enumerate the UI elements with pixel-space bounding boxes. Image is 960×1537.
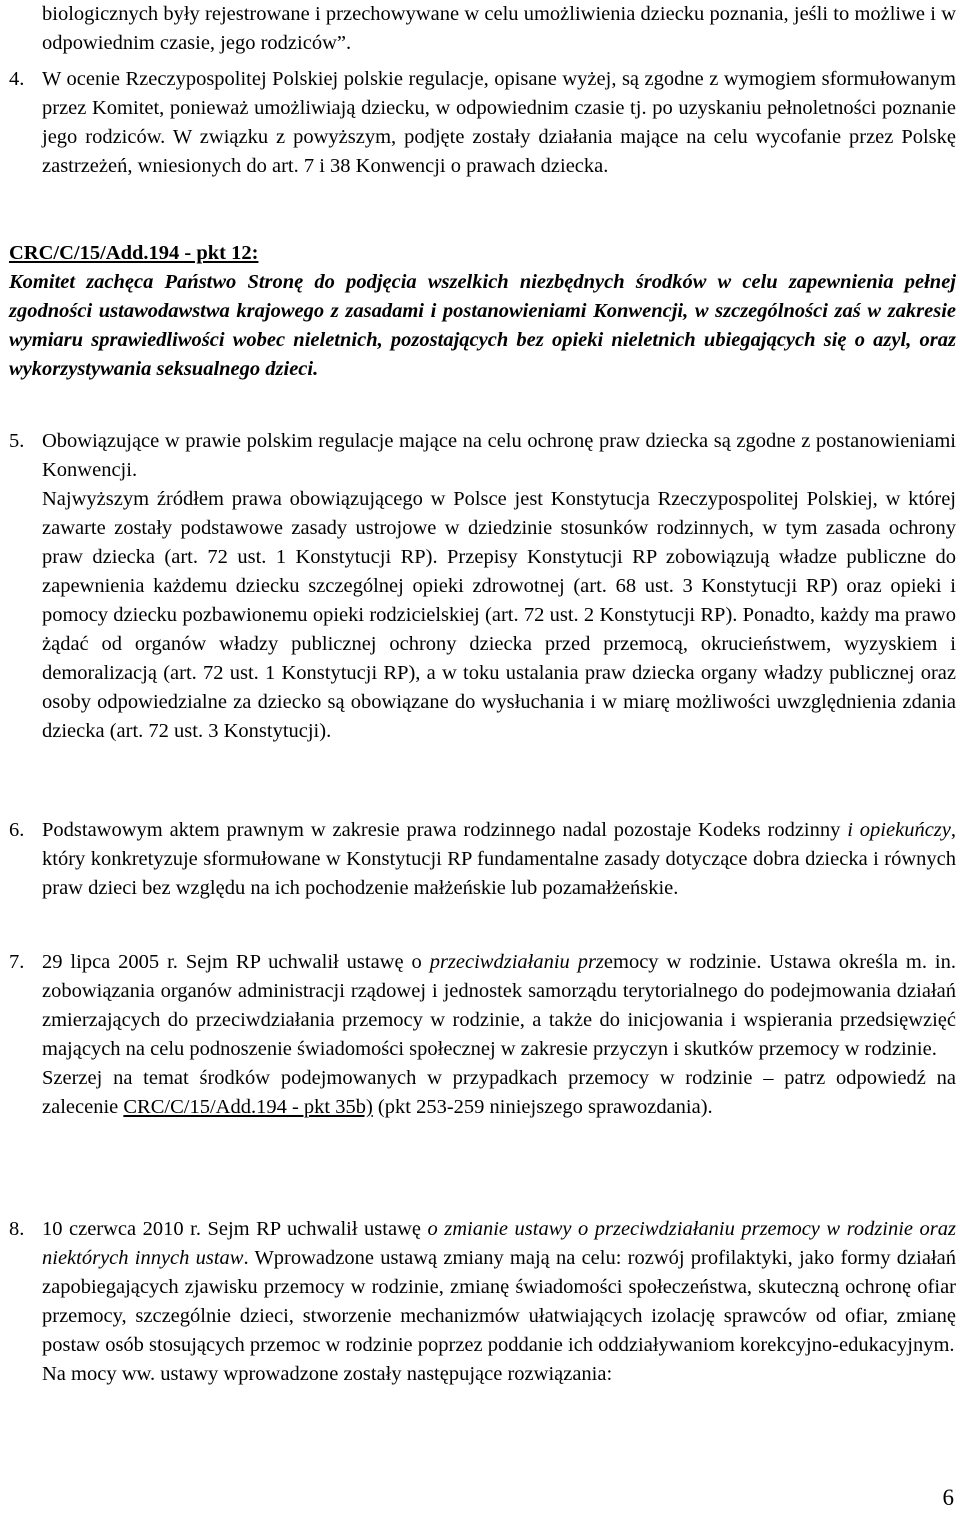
item-4 [9, 65, 956, 181]
page-number: 6 [942, 1485, 954, 1510]
crc-block [9, 239, 956, 384]
item-8-continuation: Na mocy ww. ustawy wprowadzone zostały następujące rozwiązania: [42, 1363, 613, 1385]
item-6-number: 6. [9, 819, 25, 841]
committee-recommendation: Komitet zachęca Państwo Stronę do podjęcia wszelkich niezbędnych środków w celu zapewnienia pełnej zgodności ustawodawstwa krajowego z zasadami i postanowieniami Konwencji, w szczególności zaś w zakresie wymiaru sprawiedliwości wobec nieletnich, pozostających bez opieki nieletnich ubiegających się o azyl, oraz wykorzystywania seksualnego dzieci. [9, 271, 956, 380]
item-6-italic: i opiekuńczy [847, 819, 951, 841]
item-8-number: 8. [9, 1218, 25, 1240]
item-8-text: 10 czerwca 2010 r. Sejm RP uchwalił ustawę o zmianie ustawy o przeciwdziałaniu przemocy w rodzinie oraz niektórych innych ustaw. Wprowadzone ustawą zmiany mają na celu: rozwój profilaktyki, jako formy działań zapobiegających zjawisku przemocy w rodzinie, zmianę świadomości społeczeństwa, skuteczną ochronę ofiar przemocy, szczególnie dzieci, stworzenie mechanizmów ułatwiających izolację sprawców od ofiar, zmianę postaw osób stosujących przemoc w rodzinie poprzez poddanie ich oddziaływaniom korekcyjno-edukacyjnym. [42, 1218, 956, 1356]
item-5 [9, 427, 956, 746]
intro-text: biologicznych były rejestrowane i przechowywane w celu umożliwienia dziecku poznania, jeśli to możliwe i w odpowiednim czasie, jego rodziców”. [42, 3, 956, 54]
crc-link[interactable]: CRC/C/15/Add.194 - pkt 35b) [123, 1096, 373, 1118]
intro-paragraph [9, 0, 956, 58]
item-5-continuation: Najwyższym źródłem prawa obowiązującego w Polsce jest Konstytucja Rzeczypospolitej Polskiej, w której zawarte zostały podstawowe zasady ustrojowe w dziedzinie stosunków rodzinnych, w tym zasada ochrony praw dziecka (art. 72 ust. 1 Konstytucji RP). Przepisy Konstytucji RP zobowiązują władze publiczne do zapewnienia każdemu dziecku szczególnej opieki zdrowotnej (art. 68 ust. 3 Konstytucji RP) oraz opieki i pomocy dziecku pozbawionemu opieki rodzicielskiej (art. 72 ust. 2 Konstytucji RP). Ponadto, każdy ma prawo żądać od organów władzy publicznej ochrony dziecka przed przemocą, okrucieństwem, wyzyskiem i demoralizacją (art. 72 ust. 1 Konstytucji RP), a w toku ustalania praw dziecka organy władzy publicznej oraz osoby odpowiedzialne za dziecko są obowiązane do wysłuchania i w miarę możliwości uwzględnienia zdania dziecka (art. 72 ust. 3 Konstytucji). [42, 488, 956, 742]
item-6 [9, 816, 956, 903]
item-6-text: Podstawowym aktem prawnym w zakresie prawa rodzinnego nadal pozostaje Kodeks rodzinny i opiekuńczy, który konkretyzuje sformułowane w Konstytucji RP fundamentalne zasady dotyczące dobra dziecka i równych praw dzieci bez względu na ich pochodzenie małżeńskie lub pozamałżeńskie. [42, 819, 956, 899]
item-8 [9, 1215, 956, 1389]
item-5-number: 5. [9, 430, 25, 452]
item-8-italic: o zmianie ustawy o przeciwdziałaniu przemocy w rodzinie oraz niektórych innych ustaw [42, 1218, 956, 1269]
item-4-number: 4. [9, 68, 25, 90]
item-7 [9, 948, 956, 1122]
item-7-italic: przeciwdziałaniu prz [429, 951, 604, 973]
item-7-number: 7. [9, 951, 25, 973]
item-5-text: Obowiązujące w prawie polskim regulacje mające na celu ochronę praw dziecka są zgodne z postanowieniami Konwencji. [42, 430, 956, 481]
item-7-text: 29 lipca 2005 r. Sejm RP uchwalił ustawę o przeciwdziałaniu przemocy w rodzinie. Ustawa określa m. in. zobowiązania organów administracji rządowej i jednostek samorządu terytorialnego do podejmowania działań zmierzających do przeciwdziałania przemocy w rodzinie, a także do inicjowania i wspierania przedsięwzięć mających na celu podnoszenie świadomości społecznej w zakresie przyczyn i skutków przemocy w rodzinie. [42, 951, 956, 1060]
crc-reference: CRC/C/15/Add.194 - pkt 12: [9, 242, 259, 264]
item-4-text: W ocenie Rzeczypospolitej Polskiej polskie regulacje, opisane wyżej, są zgodne z wymogiem sformułowanym przez Komitet, ponieważ umożliwiają dziecku, w odpowiednim czasie tj. po uzyskaniu pełnoletności poznanie jego rodziców. W związku z powyższym, podjęte zostały działania mające na celu wycofanie przez Polskę zastrzeżeń, wniesionych do art. 7 i 38 Konwencji o prawach dziecka. [42, 68, 956, 177]
item-7-continuation: Szerzej na temat środków podejmowanych w przypadkach przemocy w rodzinie – patrz odpowiedź na zalecenie CRC/C/15/Add.194 - pkt 35b) (pkt 253-259 niniejszego sprawozdania). [42, 1067, 956, 1118]
